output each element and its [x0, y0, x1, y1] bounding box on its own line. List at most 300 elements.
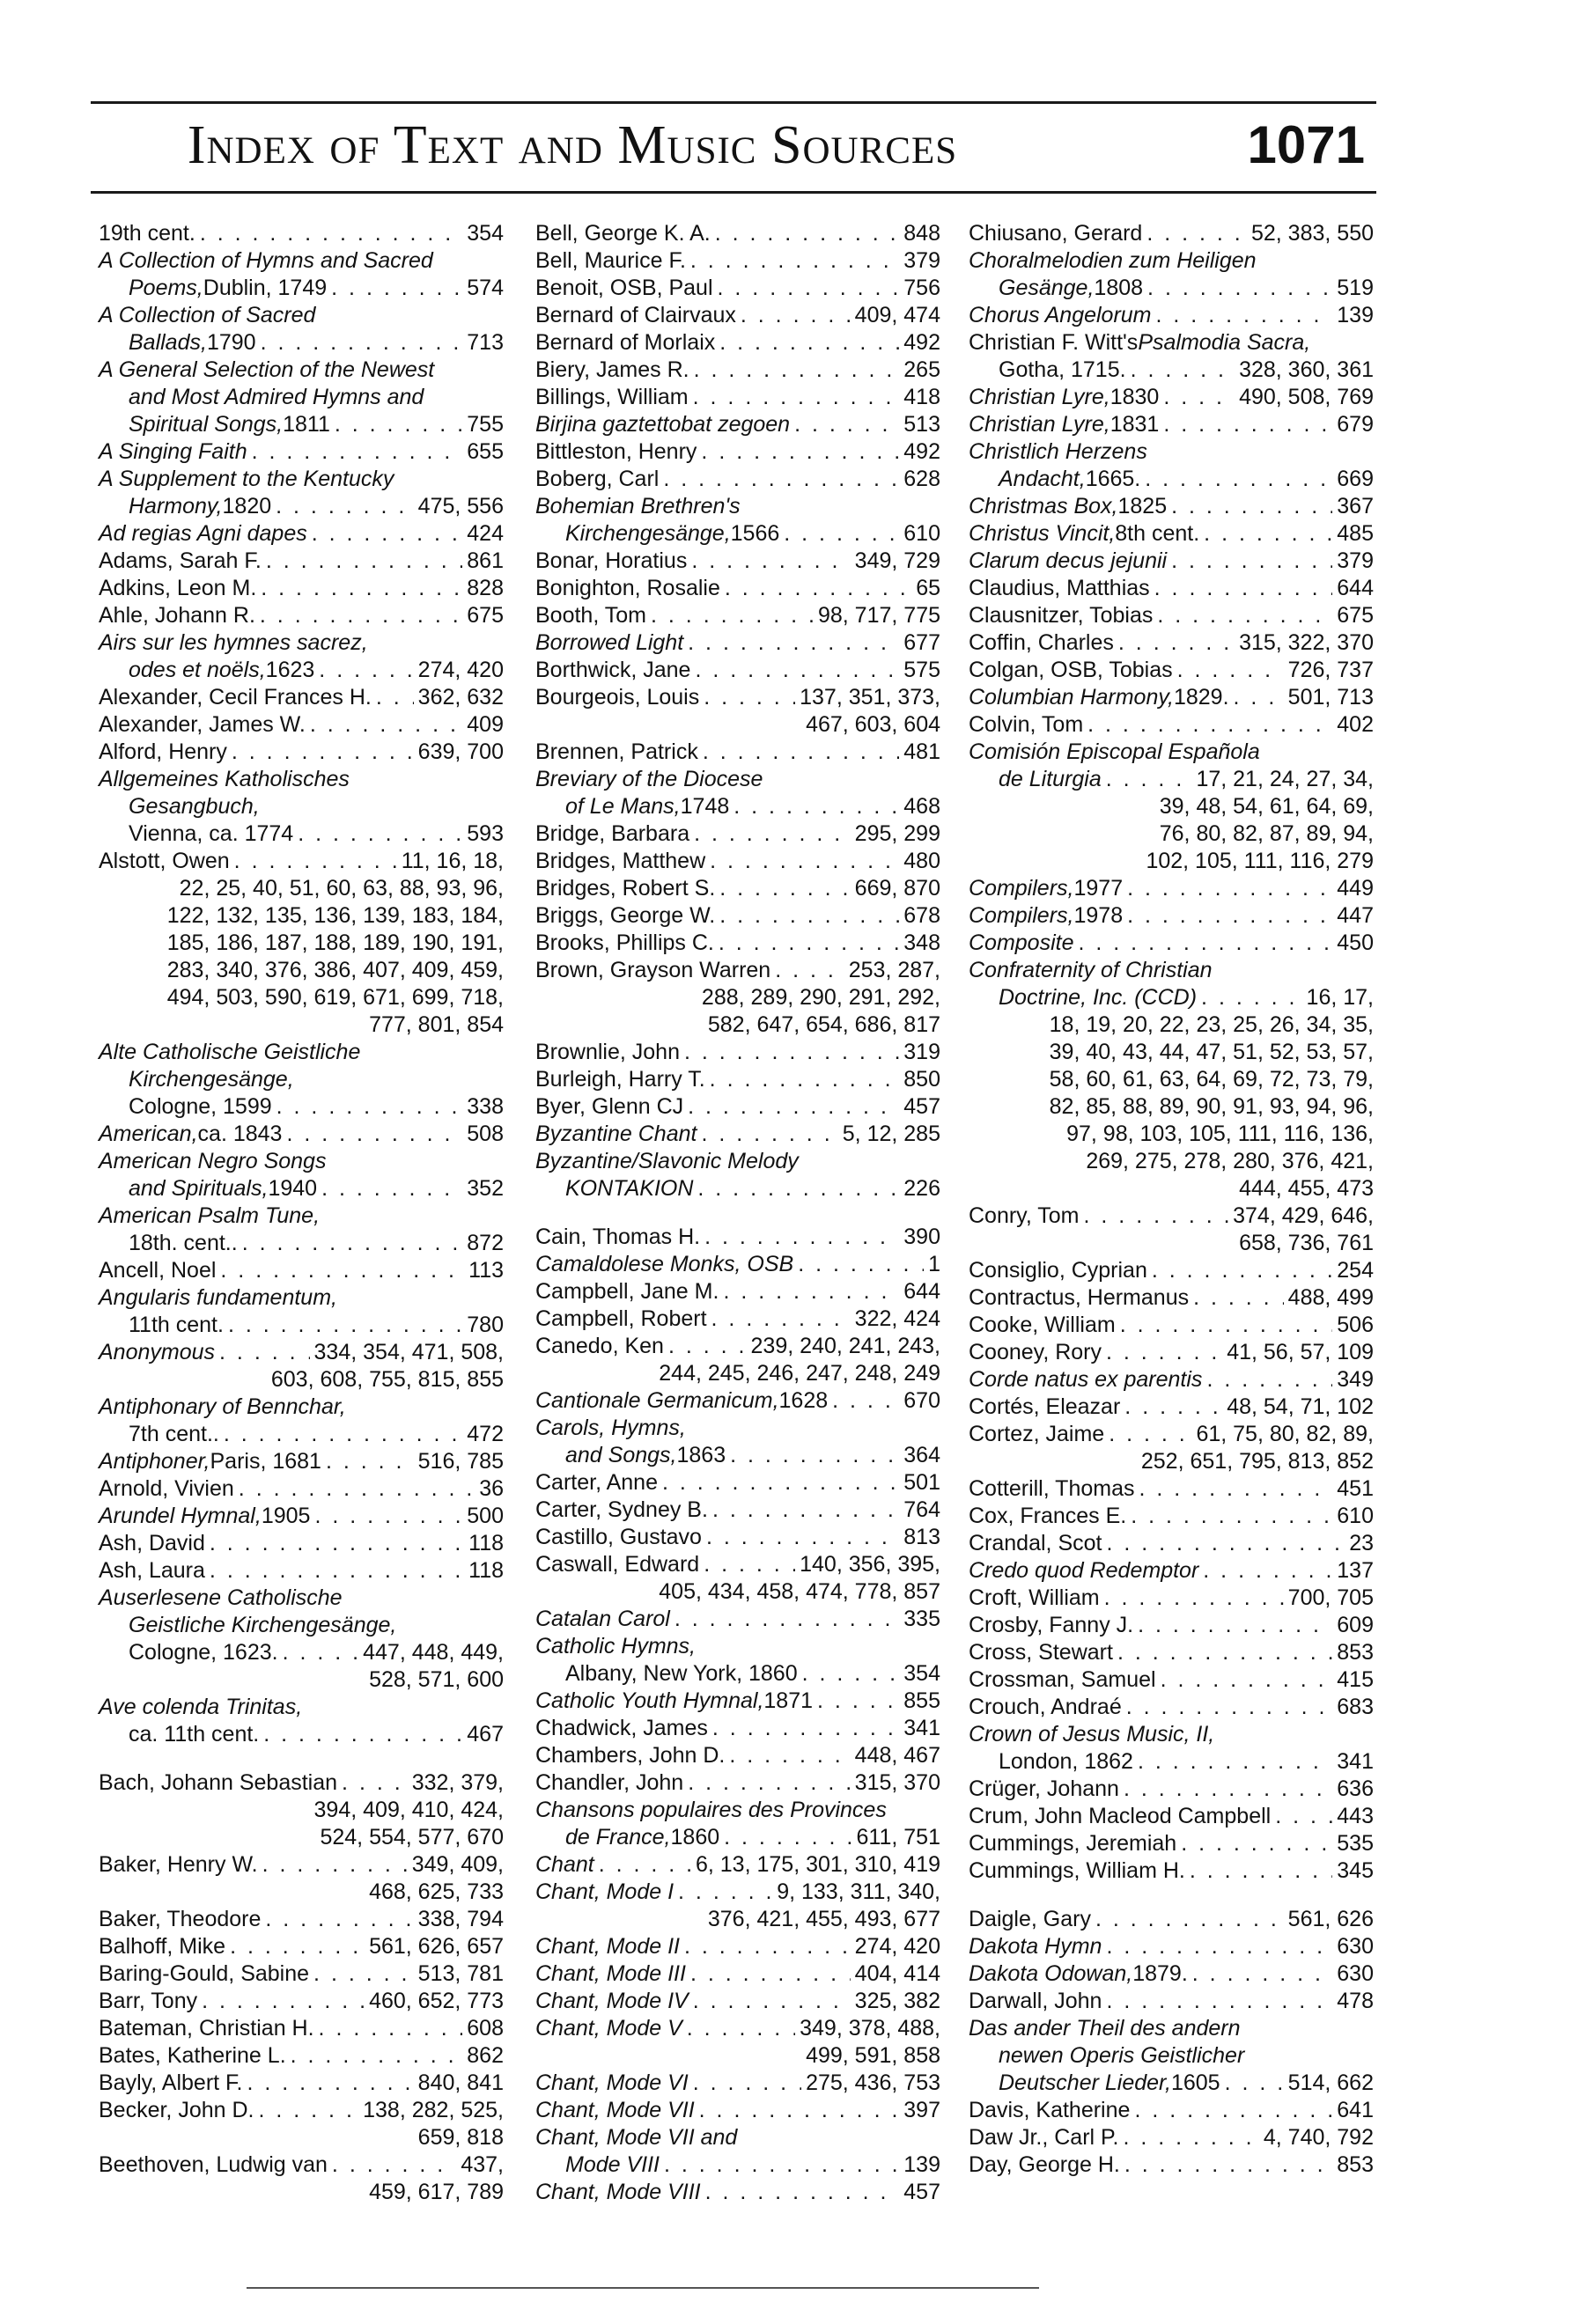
index-entry: [99, 520, 504, 548]
index-entry: [99, 711, 504, 739]
entry-name: Crosby, Fanny J.: [969, 1613, 1134, 1637]
entry-line: [99, 1960, 504, 1988]
entry-line: [535, 438, 940, 466]
entry-line: [99, 1202, 504, 1230]
index-entry: [969, 1475, 1374, 1503]
entry-detail: 1940: [268, 1176, 318, 1201]
leader-dots: [1181, 1830, 1332, 1857]
entry-name: ca. 11th cent.: [129, 1722, 260, 1747]
entry-name: 19th cent.: [99, 221, 195, 246]
entry-line: [969, 1475, 1374, 1503]
leader-dots: [1146, 220, 1247, 247]
entry-line: [969, 1830, 1374, 1857]
entry-name: Consiglio, Cyprian: [969, 1258, 1147, 1283]
entry-continuation-line: [969, 1011, 1374, 1039]
page-refs: 335: [903, 1607, 940, 1631]
index-column-1: [99, 220, 504, 2206]
leader-dots: [219, 1339, 310, 1366]
entry-name: Cortez, Jaime: [969, 1422, 1105, 1446]
index-entry: [969, 2151, 1374, 2179]
entry-name: Bach, Johann Sebastian: [99, 1770, 338, 1795]
index-entry: [535, 1093, 940, 1121]
page-refs: 610: [1337, 1504, 1374, 1528]
page-refs: 41, 56, 57, 109: [1227, 1340, 1374, 1364]
entry-line: [535, 1121, 940, 1148]
entry-name: Baring-Gould, Sabine: [99, 1961, 310, 1986]
entry-line: [99, 1694, 504, 1721]
entry-line: [99, 1475, 504, 1503]
leader-dots: [1203, 1557, 1332, 1585]
entry-name: Burleigh, Harry T.: [535, 1067, 705, 1092]
entry-name: Bridges, Robert S.: [535, 876, 716, 901]
entry-continuation-line: [969, 1039, 1374, 1066]
entry-line: [535, 1988, 940, 2015]
page-refs: 777, 801, 854: [369, 1012, 504, 1037]
entry-name: Crouch, Andraé: [969, 1695, 1122, 1719]
entry-name: Beethoven, Ludwig van: [99, 2152, 328, 2177]
entry-name: Das ander Theil des andern: [969, 2016, 1241, 2041]
page-number: 1071: [1247, 115, 1365, 174]
index-entry: [969, 2124, 1374, 2151]
entry-continuation-line: [99, 2179, 504, 2206]
entry-line: [99, 1257, 504, 1284]
entry-name: and Most Admired Hymns and: [129, 385, 424, 409]
index-entry: [99, 766, 504, 848]
index-entry: [99, 2097, 504, 2151]
entry-line: [969, 2097, 1374, 2124]
leader-dots: [798, 1251, 924, 1278]
leader-dots: [712, 1497, 899, 1524]
leader-dots: [1157, 602, 1332, 629]
page-refs: 726, 737: [1287, 658, 1374, 682]
entry-line: [99, 220, 504, 247]
index-entry: [535, 875, 940, 902]
page-refs: 513: [903, 412, 940, 437]
entry-name: Camaldolese Monks, OSB: [535, 1252, 794, 1276]
page-refs: 275, 436, 753: [806, 2070, 940, 2095]
entry-continuation-line: [99, 1797, 504, 1824]
page-refs: 1: [928, 1252, 940, 1276]
entry-name: Bittleston, Henry: [535, 439, 697, 464]
entry-line: [99, 684, 504, 711]
page-refs: 274, 420: [854, 1934, 940, 1959]
entry-line: [969, 2151, 1374, 2179]
entry-name: Biery, James R.: [535, 357, 689, 382]
entry-name: Chant, Mode V: [535, 2016, 682, 2041]
entry-name: Becker, John D.: [99, 2098, 254, 2122]
leader-dots: [690, 247, 899, 275]
index-entry: [969, 1339, 1374, 1366]
entry-line: [99, 1503, 504, 1530]
entry-detail: 1623: [265, 658, 315, 682]
entry-name: Credo quod Redemptor: [969, 1558, 1199, 1583]
index-entry: [969, 1906, 1374, 1933]
entry-name: Dakota Odowan,: [969, 1961, 1133, 1986]
entry-line: [99, 1421, 504, 1448]
entry-name: newen Operis Geistlicher: [999, 2043, 1245, 2068]
page-refs: 6, 13, 175, 301, 310, 419: [695, 1852, 940, 1877]
entry-line: [535, 302, 940, 329]
entry-line: [99, 1769, 504, 1797]
page-refs: 610: [903, 521, 940, 546]
page-refs: 443: [1337, 1804, 1374, 1828]
page-refs: 862: [467, 2043, 504, 2068]
entry-line: [535, 1851, 940, 1879]
page-refs: 840, 841: [417, 2070, 504, 2095]
page-refs: 409: [467, 712, 504, 737]
page-refs: 450: [1337, 930, 1374, 955]
index-entry: [969, 329, 1374, 384]
entry-name: Byzantine/Slavonic Melody: [535, 1149, 799, 1173]
entry-name: Harmony,: [129, 494, 223, 518]
leader-dots: [775, 957, 844, 984]
index-entry: [535, 1251, 940, 1278]
index-entry: [535, 302, 940, 329]
entry-name: Borrowed Light: [535, 630, 684, 655]
entry-line: [535, 793, 940, 820]
entry-line: [535, 1824, 940, 1851]
leader-dots: [1106, 1933, 1332, 1960]
entry-name: Barr, Tony: [99, 1989, 198, 2013]
page-refs: 18, 19, 20, 22, 23, 25, 26, 34, 35,: [1049, 1012, 1374, 1037]
entry-line: [969, 1960, 1374, 1988]
entry-name: Bell, Maurice F.: [535, 248, 686, 273]
page-refs: 76, 80, 82, 87, 89, 94,: [1159, 821, 1374, 846]
entry-name: Bernard of Morlaix: [535, 330, 716, 355]
page-refs: 397: [903, 2098, 940, 2122]
entry-line: [969, 1284, 1374, 1312]
page-refs: 451: [1337, 1476, 1374, 1501]
page-refs: 813: [903, 1525, 940, 1549]
entry-line: [99, 275, 504, 302]
entry-name: Clausnitzer, Tobias: [969, 603, 1154, 628]
leader-dots: [332, 2151, 456, 2179]
index-entry: [535, 1742, 940, 1769]
page-refs: 418: [903, 385, 940, 409]
entry-line: [969, 520, 1374, 548]
entry-line: [535, 2124, 940, 2151]
leader-dots: [252, 438, 463, 466]
page-refs: 516, 785: [417, 1449, 504, 1474]
index-entry: [969, 1830, 1374, 1857]
leader-dots: [1079, 930, 1333, 957]
entry-line: [969, 1933, 1374, 1960]
entry-name: Carter, Anne: [535, 1470, 658, 1495]
index-entry: [535, 739, 940, 766]
entry-line: [99, 1339, 504, 1366]
entry-name: 7th cent..: [129, 1422, 219, 1446]
index-entry: [969, 1585, 1374, 1612]
index-entry: [969, 1557, 1374, 1585]
entry-name: odes et noëls,: [129, 658, 266, 682]
entry-line: [535, 2015, 940, 2042]
entry-line: [969, 766, 1374, 793]
page-refs: 315, 322, 370: [1239, 630, 1374, 655]
page-refs: 113: [468, 1258, 504, 1283]
leader-dots: [794, 411, 899, 438]
leader-dots: [260, 602, 462, 629]
entry-name: Chambers, John D.: [535, 1743, 726, 1768]
entry-line: [969, 1748, 1374, 1776]
page-refs: 457: [903, 2180, 940, 2204]
entry-name: Benoit, OSB, Paul: [535, 276, 713, 300]
leader-dots: [1117, 1639, 1332, 1666]
leader-dots: [1152, 1257, 1332, 1284]
entry-line: [535, 957, 940, 984]
entry-name: 11th cent.: [129, 1313, 224, 1337]
entry-name: Davis, Katherine: [969, 2098, 1131, 2122]
page-refs: 36: [479, 1476, 504, 1501]
entry-name: Cantionale Germanicum,: [535, 1388, 779, 1413]
entry-continuation-line: [535, 984, 940, 1011]
page-refs: 288, 289, 290, 291, 292,: [701, 985, 940, 1010]
index-entry: [969, 1612, 1374, 1639]
page-refs: 253, 287,: [848, 958, 940, 982]
page-refs: 341: [903, 1716, 940, 1740]
index-column-2: [535, 220, 940, 2206]
entry-name: Chant, Mode VII and: [535, 2125, 738, 2150]
entry-continuation-line: [969, 1230, 1374, 1257]
page-refs: 9, 133, 311, 340,: [777, 1879, 940, 1904]
entry-line: [99, 1448, 504, 1475]
leader-dots: [276, 1093, 463, 1121]
index-entry: [535, 1224, 940, 1251]
entry-line: [99, 1394, 504, 1421]
index-entry: [535, 684, 940, 739]
entry-line: [99, 1851, 504, 1879]
index-entry: [535, 329, 940, 357]
entry-line: [535, 1797, 940, 1824]
leader-dots: [1163, 411, 1332, 438]
leader-dots: [832, 1387, 899, 1415]
entry-line: [99, 466, 504, 493]
entry-name: Campbell, Jane M.: [535, 1279, 719, 1304]
index-entry: [99, 466, 504, 520]
index-entry: [969, 247, 1374, 302]
entry-line: [535, 2179, 940, 2206]
entry-line: [969, 466, 1374, 493]
entry-line: [969, 1312, 1374, 1339]
leader-dots: [258, 2097, 358, 2124]
page-refs: 669: [1337, 467, 1374, 491]
index-entry: [99, 684, 504, 711]
page-refs: 39, 40, 43, 44, 47, 51, 52, 53, 57,: [1049, 1040, 1374, 1064]
index-entry: [99, 220, 504, 247]
entry-line: [969, 575, 1374, 602]
entry-name: Compilers,: [969, 903, 1074, 928]
leader-dots: [1127, 902, 1332, 930]
entry-name: KONTAKION: [565, 1176, 694, 1201]
page-refs: 603, 608, 755, 815, 855: [270, 1367, 504, 1392]
entry-name: Antiphoner,: [99, 1449, 210, 1474]
page-refs: 23: [1349, 1531, 1374, 1555]
index-entry: [969, 1530, 1374, 1557]
entry-line: [969, 1339, 1374, 1366]
page-refs: 444, 455, 473: [1239, 1176, 1374, 1201]
leader-dots: [1206, 1366, 1332, 1394]
leader-dots: [688, 1093, 899, 1121]
leader-dots: [784, 520, 899, 548]
page-refs: 11, 16, 18,: [401, 849, 504, 873]
index-entry: [535, 766, 940, 820]
entry-line: [99, 2070, 504, 2097]
entry-line: [535, 548, 940, 575]
entry-line: [535, 1039, 940, 1066]
index-entry: [535, 1039, 940, 1066]
page-refs: 480: [903, 849, 940, 873]
entry-name: Cortés, Eleazar: [969, 1394, 1121, 1419]
entry-name: de France,: [565, 1825, 671, 1850]
index-entry: [535, 466, 940, 493]
index-entry: [535, 1387, 940, 1415]
leader-dots: [321, 1175, 462, 1202]
page-refs: 655: [467, 439, 504, 464]
leader-dots: [230, 1933, 365, 1960]
page-refs: 269, 275, 278, 280, 376, 421,: [1086, 1149, 1374, 1173]
page-refs: 488, 499: [1287, 1285, 1374, 1310]
entry-name: Cox, Frances E.: [969, 1504, 1127, 1528]
leader-dots: [1177, 657, 1284, 684]
entry-continuation-line: [535, 1360, 940, 1387]
page-refs: 345: [1337, 1858, 1374, 1883]
index-entry: [99, 1694, 504, 1748]
entry-line: [535, 766, 940, 793]
index-entry: [535, 602, 940, 629]
page-refs: 265: [903, 357, 940, 382]
entry-line: [969, 1721, 1374, 1748]
entry-name: Colgan, OSB, Tobias: [969, 658, 1173, 682]
index-entry: [969, 684, 1374, 711]
index-entry: [535, 1851, 940, 1879]
leader-dots: [298, 820, 462, 848]
page-refs: 185, 186, 187, 188, 189, 190, 191,: [166, 930, 504, 955]
page-refs: 137, 351, 373,: [800, 685, 940, 710]
entry-line: [969, 329, 1374, 357]
index-entry: [969, 1421, 1374, 1475]
entry-detail: 1566: [730, 521, 780, 546]
leader-dots: [701, 1121, 837, 1148]
entry-detail: 1808: [1094, 276, 1144, 300]
entry-detail: 1825: [1117, 494, 1168, 518]
leader-dots: [715, 220, 900, 247]
entry-name: Christian F. Witt's: [969, 330, 1139, 355]
page-refs: 468, 625, 733: [369, 1879, 504, 1904]
entry-line: [969, 411, 1374, 438]
index-entry: [99, 1988, 504, 2015]
entry-line: [535, 1606, 940, 1633]
entry-name: Breviary of the Diocese: [535, 767, 763, 791]
page-refs: 352: [467, 1176, 504, 1201]
entry-line: [535, 739, 940, 766]
entry-line: [535, 602, 940, 629]
entry-name: Bell, George K. A.: [535, 221, 711, 246]
entry-line: [969, 1503, 1374, 1530]
entry-name: Clarum decus jejunii: [969, 548, 1168, 573]
leader-dots: [675, 1606, 899, 1633]
entry-line: [99, 602, 504, 629]
entry-name: Arundel Hymnal,: [99, 1504, 262, 1528]
leader-dots: [701, 438, 899, 466]
entry-name: Cotterill, Thomas: [969, 1476, 1135, 1501]
page-refs: 513, 781: [417, 1961, 504, 1986]
page-refs: 848: [903, 221, 940, 246]
entry-line: [969, 384, 1374, 411]
index-entry: [535, 1305, 940, 1333]
page-refs: 349, 378, 488,: [800, 2016, 940, 2041]
leader-dots: [664, 2151, 899, 2179]
entry-name: American Negro Songs: [99, 1149, 327, 1173]
index-entry: [535, 220, 940, 247]
entry-name: Brooks, Phillips C.: [535, 930, 714, 955]
entry-line: [99, 711, 504, 739]
page-refs: 780: [467, 1313, 504, 1337]
leader-dots: [234, 848, 397, 875]
entry-name: Cologne, 1623.: [129, 1640, 278, 1665]
leader-dots: [247, 2070, 414, 2097]
index-entry: [535, 384, 940, 411]
leader-dots: [1138, 1612, 1332, 1639]
index-entry: [535, 1497, 940, 1524]
entry-name: Birjina gaztettobat zegoen: [535, 412, 791, 437]
index-entry: [535, 657, 940, 684]
entry-detail: 1829.: [1173, 685, 1229, 710]
index-entry: [535, 438, 940, 466]
entry-name: Carols, Hymns,: [535, 1416, 686, 1440]
entry-name: Bridges, Matthew: [535, 849, 706, 873]
entry-name: Chant: [535, 1852, 594, 1877]
leader-dots: [697, 1175, 899, 1202]
entry-line: [535, 575, 940, 602]
entry-name: Canedo, Ken: [535, 1334, 664, 1358]
leader-dots: [1127, 875, 1332, 902]
entry-detail: ca. 1843: [197, 1122, 283, 1146]
index-entry: [969, 2015, 1374, 2097]
entry-name: Borthwick, Jane: [535, 658, 691, 682]
entry-line: [99, 766, 504, 793]
leader-dots: [1138, 1748, 1332, 1776]
entry-line: [969, 1906, 1374, 1933]
leader-dots: [662, 1469, 899, 1497]
page-refs: 675: [1337, 603, 1374, 628]
page-refs: 644: [1337, 576, 1374, 600]
page-refs: 447: [1337, 903, 1374, 928]
index-entry: [969, 1394, 1374, 1421]
page-refs: 374, 429, 646,: [1233, 1203, 1374, 1228]
leader-dots: [719, 329, 899, 357]
leader-dots: [699, 2097, 900, 2124]
page-refs: 499, 591, 858: [806, 2043, 940, 2068]
leader-dots: [663, 466, 899, 493]
page-refs: 679: [1337, 412, 1374, 437]
leader-dots: [1106, 1988, 1332, 2015]
entry-name: Crossman, Samuel: [969, 1667, 1156, 1692]
leader-dots: [1131, 357, 1235, 384]
page-refs: 467, 603, 604: [806, 712, 940, 737]
page-refs: 354: [467, 221, 504, 246]
entry-name: Corde natus ex parentis: [969, 1367, 1203, 1392]
index-entry: [969, 1776, 1374, 1803]
entry-name: Catholic Youth Hymnal,: [535, 1688, 764, 1713]
leader-dots: [335, 411, 462, 438]
page-refs: 756: [903, 276, 940, 300]
leader-dots: [693, 1988, 851, 2015]
page-refs: 628: [903, 467, 940, 491]
page-refs: 52, 383, 550: [1250, 221, 1374, 246]
entry-line: [969, 1857, 1374, 1885]
entry-line: [99, 1612, 504, 1639]
leader-dots: [261, 329, 463, 357]
index-entry: [535, 247, 940, 275]
